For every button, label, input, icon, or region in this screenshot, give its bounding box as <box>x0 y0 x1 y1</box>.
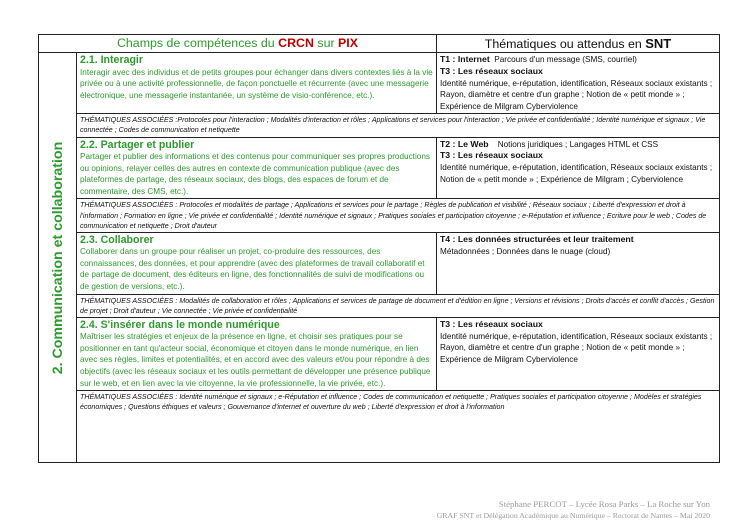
snt-theme-text: Métadonnées ; Données dans le nuage (cloud) <box>440 246 611 256</box>
domain-label: 2. Communication et collaboration <box>49 141 66 374</box>
snt-themes-cell <box>437 138 719 199</box>
snt-theme-title: T2 : Le Web Notions juridiques ; Langages HTML et CSS <box>440 138 659 149</box>
competence-title: 2.3. Collaborer <box>80 233 154 246</box>
competence-description: Partager et publier des informations et des contenus pour communiquer ses propres productions ou opinions, relayer celles des autres en contexte de communication publique (avec des plateformes de partage, des réseaux sociaux, des blogs, des espaces de forum et de commentaire, des CMS, etc.). <box>80 152 430 196</box>
snt-theme-text: Identité numérique, e-réputation, identification, Réseaux sociaux existants ; Rayon, diamètre et centre d'un graphe ; Notion de « petit monde » ; Expérience de Milgram Cyberviolence <box>440 331 713 364</box>
competence-description: Maîtriser les stratégies et enjeux de la présence en ligne, et choisir ses pratiques pour se positionner en tant qu'acteur social, économique et citoyen dans le monde numérique, en lien avec ses règles, limites et potentialités, et en accord avec des valeurs et/ou pour répondre à des objectifs (avec les réseaux sociaux et les outils permettant de développer une présence publique sur le web, et en lien avec la vie citoyenne, la vie professionnelle, la vie privée, etc.). <box>80 332 431 388</box>
snt-theme-inline: Notions juridiques ; Langages HTML et CSS <box>488 139 659 149</box>
sections-container <box>77 53 719 462</box>
snt-label: SNT <box>645 36 672 51</box>
snt-theme-text: Identité numérique, e-réputation, identification, Réseaux sociaux existants ; Notion de « petit monde » ; Expérience de Milgram ; Cyberviolence <box>440 163 713 184</box>
competence-cell <box>77 138 437 199</box>
footer-credit: GRAF SNT et Délégation Académique au Numérique – Rectorat de Nantes – Mai 2020 <box>436 511 710 520</box>
competence-description: Collaborer dans un groupe pour réaliser un projet, co-produire des ressources, des connaissances, des données, et pour apprendre (avec des plateformes de travail collaboratif et de partage de document, des éditeurs en ligne, des fonctionnalités de suivi de modifications ou de gestion de versions, etc.). <box>80 247 425 291</box>
snt-theme-title: T4 : Les données structurées et leur traitement <box>440 233 634 244</box>
snt-theme-title: T1 : Internet Parcours d'un message (SMS, courriel) <box>440 54 637 64</box>
competences-table <box>38 34 720 463</box>
associated-themes: THÉMATIQUES ASSOCIÉES : Modalités de collaboration et rôles ; Applications et services de partage de document et d'édition en ligne ; Versions et révisions ; Droits d'accès et conflit d'accès ; Gestion de projet ; Droit d'auteur ; Vie connectée ; Vie privée et confidentialité <box>77 295 719 318</box>
snt-theme-title: T3 : Les réseaux sociaux <box>440 318 543 329</box>
competence-cell <box>77 233 437 294</box>
pix-label: PIX <box>338 36 359 50</box>
associated-themes: THÉMATIQUES ASSOCIÉES : Identité numérique et signaux ; e-Réputation et influence ; Codes de communication et netiquette ; Pratiques sociales et participation citoyenne ; Modèles et stratégies économiques ; Questions éthiques et valeurs ; Gouvernance d'internet et ouverture du web ; Liberté d'expression et droit à l'information <box>80 393 702 412</box>
competence-title: 2.4. S'insérer dans le monde numérique <box>80 318 280 331</box>
competence-description: Interagir avec des individus et de petits groupes pour échanger dans divers contextes liés à la vie privée ou à une activité professionnelle, de façon ponctuelle et récurrente (avec une messagerie électronique, une messagerie instantanée, un système de visio-conférence, etc.). <box>80 67 433 100</box>
competence-cell <box>77 53 437 113</box>
snt-theme-inline: Parcours d'un message (SMS, courriel) <box>489 55 637 64</box>
header-snt: Thématiques ou attendus en SNT <box>484 36 672 51</box>
header-crcn-pix: Champs de compétences du CRCN sur PIX <box>39 35 437 52</box>
snt-themes-cell <box>437 318 719 390</box>
competence-cell <box>77 318 437 390</box>
table-header <box>39 35 719 53</box>
competence-row <box>77 53 719 114</box>
snt-themes-cell <box>437 233 719 294</box>
competence-title: 2.2. Partager et publier <box>80 138 195 151</box>
snt-themes-cell <box>437 53 719 113</box>
snt-theme-text: Identité numérique, e-réputation, identification, Réseaux sociaux existants ; Rayon, diamètre et centre d'un graphe ; Notion de « petit monde » ; Expérience de Milgram Cyberviolence <box>440 78 713 111</box>
associated-themes: THÉMATIQUES ASSOCIÉES : Protocoles et modalités de partage ; Applications et services pour le partage ; Règles de publication et visibilité ; Réseaux sociaux ; Liberté d'expression et droit à l'information ; Formation en ligne ; Vie privée et confidentialité ; Identité numérique et signaux ; Pratiques sociales et participation citoyenne ; e-Réputation et influence ; Ecriture pour le web ; Codes de communication et netiquette ; Droit d'auteur <box>77 199 719 232</box>
associated-themes: THÉMATIQUES ASSOCIÉES :Protocoles pour l'interaction ; Modalités d'interaction et rôles ; Applications et services pour l'interaction ; Vie privée et confidentialité ; Identité numérique et signaux ; Vie connectée ; Codes de communication et netiquette <box>77 114 719 137</box>
snt-theme-title: T3 : Les réseaux sociaux <box>440 150 543 161</box>
competence-row <box>77 318 719 391</box>
competence-row <box>77 233 719 295</box>
footer-author: Stéphane PERCOT – Lycée Rosa Parks – La Roche sur Yon <box>498 499 710 509</box>
domain-side-cell <box>39 53 77 462</box>
snt-theme-title: T3 : Les réseaux sociaux <box>440 65 543 76</box>
table-body <box>39 53 719 462</box>
competence-row <box>77 138 719 200</box>
crcn-label: CRCN <box>278 36 314 50</box>
competence-title: 2.1. Interagir <box>80 54 143 66</box>
